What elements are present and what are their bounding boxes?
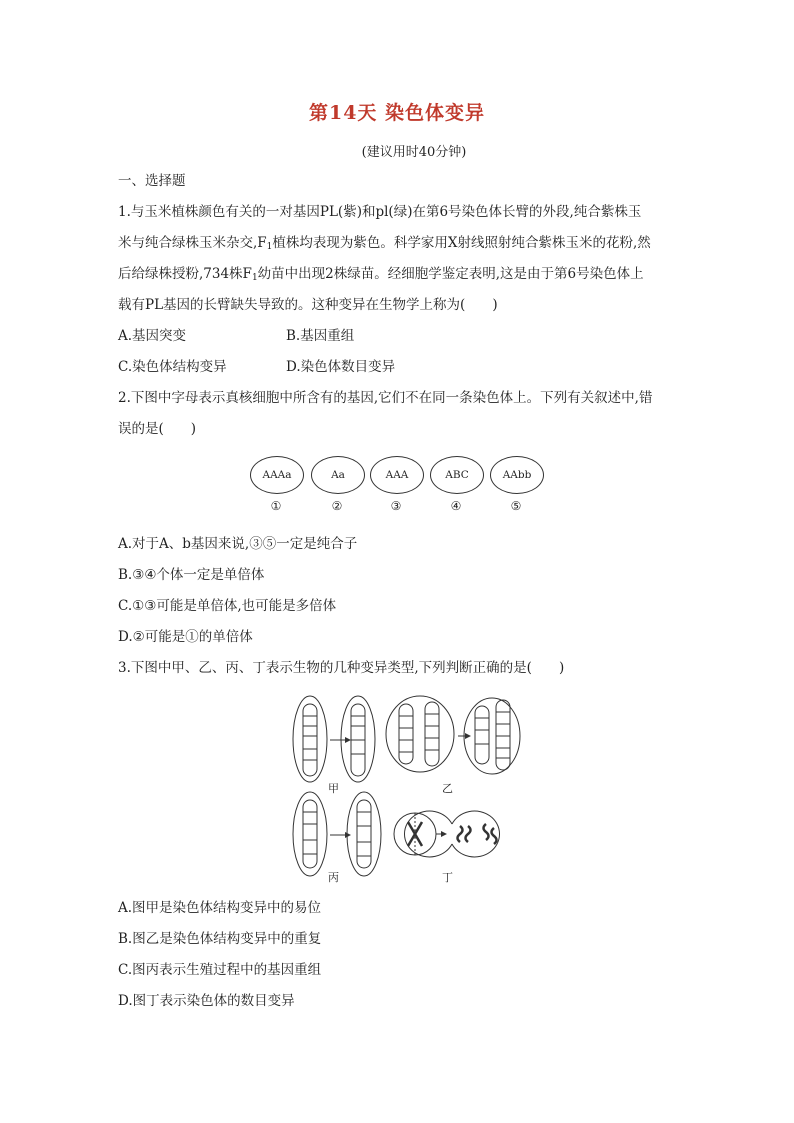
q2-option-d[interactable]: D.②可能是①的单倍体 <box>118 629 253 645</box>
q2-option-a[interactable]: A.对于A、b基因来说,③⑤一定是纯合子 <box>118 536 358 552</box>
cell-oval: AAbb <box>490 456 544 494</box>
section-heading: 一、选择题 <box>118 173 186 189</box>
q3-option-d[interactable]: D.图丁表示染色体的数目变异 <box>118 993 295 1009</box>
q1-line-3: 后给绿株授粉,734株$F_1$幼苗中出现2株绿苗。经细胞学鉴定表明,这是由于第6号染色体上 <box>118 266 644 283</box>
q3-option-a[interactable]: A.图甲是染色体结构变异中的易位 <box>118 900 322 916</box>
q2-line-1: 2.下图中字母表示真核细胞中所含有的基因,它们不在同一条染色体上。下列有关叙述中,错 <box>118 390 653 406</box>
cell-bing-left <box>293 792 327 876</box>
caption-jia: 甲 <box>328 782 339 795</box>
q1-option-a[interactable]: A.基因突变 <box>118 328 187 344</box>
cell-oval: AAAa <box>250 456 304 494</box>
cell-number: ④ <box>450 499 462 513</box>
q1-option-d[interactable]: D.染色体数目变异 <box>286 359 396 375</box>
chromosome-diagram <box>290 694 530 884</box>
cell-yi-left <box>386 696 454 772</box>
q1-line-4: 载有PL基因的长臂缺失导致的。这种变异在生物学上称为( ) <box>118 297 498 313</box>
cell-number: ⑤ <box>510 499 522 513</box>
cell-jia-right <box>341 696 375 782</box>
q2-option-b[interactable]: B.③④个体一定是单倍体 <box>118 567 265 583</box>
q1-line-1: 1.与玉米植株颜色有关的一对基因PL(紫)和pl(绿)在第6号染色体长臂的外段,纯合紫株玉 <box>118 204 642 220</box>
cell-number: ① <box>270 499 282 513</box>
q1-option-b[interactable]: B.基因重组 <box>286 328 355 344</box>
caption-bing: 丙 <box>328 871 339 884</box>
q1-option-c[interactable]: C.染色体结构变异 <box>118 359 227 375</box>
cell-oval: Aa <box>311 456 365 494</box>
caption-yi: 乙 <box>442 782 453 795</box>
caption-ding: 丁 <box>442 871 453 884</box>
cell-oval: ABC <box>430 456 484 494</box>
subtitle: (建议用时40分钟) <box>361 145 467 160</box>
cell-yi-right <box>464 698 520 774</box>
q3-option-c[interactable]: C.图丙表示生殖过程中的基因重组 <box>118 962 322 978</box>
cell-bing-right <box>347 792 381 876</box>
q3-variation-figure <box>290 694 530 888</box>
cell-number: ② <box>331 499 343 513</box>
q2-cells-figure <box>248 456 548 518</box>
cell-oval: AAA <box>370 456 424 494</box>
cell-ding-right <box>404 811 499 857</box>
q2-line-2: 误的是( ) <box>118 421 197 437</box>
cell-jia-left <box>293 696 327 782</box>
q1-line-2: 米与纯合绿株玉米杂交$,F_1$植株均表现为紫色。科学家用X射线照射纯合紫株玉米的花粉,然 <box>118 235 651 252</box>
q3-option-b[interactable]: B.图乙是染色体结构变异中的重复 <box>118 931 322 947</box>
q2-option-c[interactable]: C.①③可能是单倍体,也可能是多倍体 <box>118 598 337 614</box>
page-title: 第14天 染色体变异 <box>308 102 486 124</box>
cell-number: ③ <box>390 499 402 513</box>
q3-line-1: 3.下图中甲、乙、丙、丁表示生物的几种变异类型,下列判断正确的是( ) <box>118 660 565 676</box>
